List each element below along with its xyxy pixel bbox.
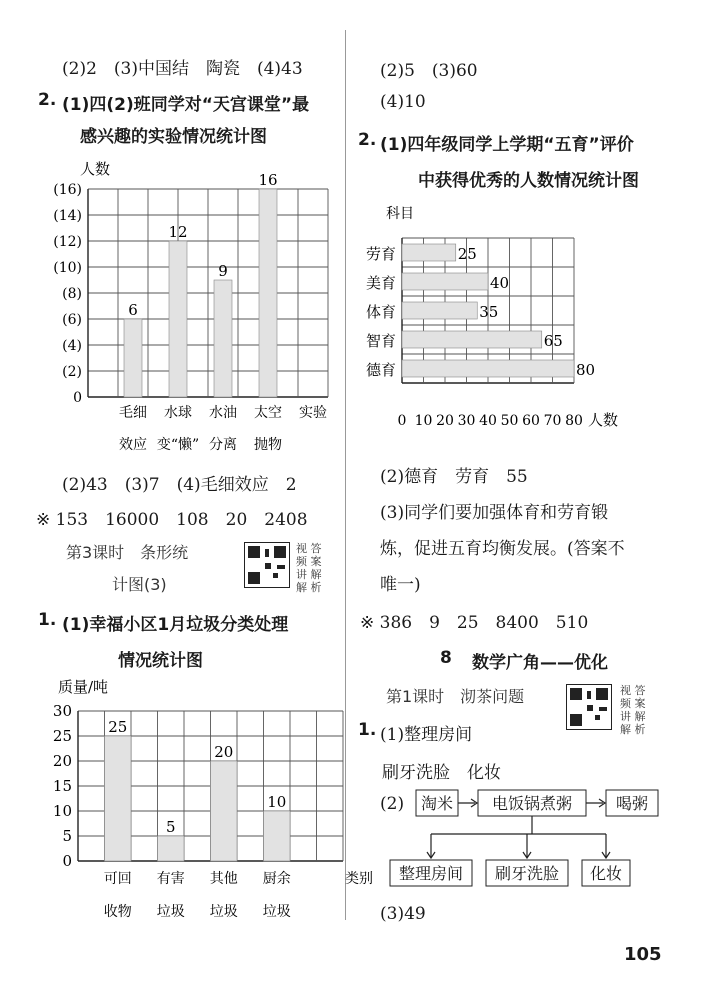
bar (158, 836, 185, 861)
x-tick-label: 毛细 (119, 405, 147, 421)
y-tick-label: (10) (53, 260, 82, 276)
x-tick-label: 20 (436, 413, 454, 429)
y-tick-label: 智育 (365, 332, 396, 350)
x-tick-label: 变“懒” (156, 437, 200, 453)
x-tick-label: 分离 (209, 437, 237, 453)
chart-title-line2: 情况统计图 (118, 651, 203, 671)
y-tick-label: 25 (52, 727, 72, 745)
y-tick-label: 劳育 (365, 245, 396, 263)
data-label: 25 (108, 718, 128, 736)
x-tick-label: 50 (500, 413, 519, 429)
y-tick-label: (4) (62, 338, 82, 354)
bar (105, 736, 132, 861)
answer-line: (3)49 (380, 904, 426, 924)
data-label: 80 (576, 361, 596, 379)
x-tick-label: 40 (479, 413, 497, 429)
chart-title-line1: (1)四(2)班同学对“天宫课堂”最 (62, 95, 310, 115)
answer-line: (2)2 (3)中国结 陶瓷 (4)43 (62, 59, 303, 79)
y-tick-label: (16) (53, 182, 82, 198)
bar (402, 244, 456, 261)
x-tick-label: 垃圾 (262, 904, 291, 920)
section-title: 数学广角——优化 (472, 653, 608, 673)
qr-caption: 视 答 频 案 讲 解 解 析 (296, 542, 322, 594)
lesson-title: 第3课时 条形统 (66, 543, 189, 562)
answer-line: (2)43 (3)7 (4)毛细效应 2 (62, 475, 297, 495)
answer-line: (2)5 (3)60 (380, 61, 478, 81)
data-label: 5 (165, 818, 176, 836)
x-tick-label: 抛物 (254, 437, 282, 453)
chart-title-line2: 中获得优秀的人数情况统计图 (418, 171, 639, 191)
y-tick-label: 30 (52, 702, 72, 720)
answer-line: 炼，促进五育均衡发展。(答案不 (380, 539, 625, 559)
question-number: 1. (358, 720, 377, 740)
data-label: 40 (490, 274, 510, 292)
x-tick-label: 厨余 (262, 871, 291, 887)
y-tick-label: (14) (53, 208, 82, 224)
bar (169, 241, 187, 397)
data-label: 25 (457, 245, 477, 263)
data-label: 20 (214, 743, 234, 761)
data-label: 10 (267, 793, 287, 811)
y-tick-label: 德育 (365, 361, 396, 379)
flow-label: 刷牙洗脸 (494, 864, 560, 883)
lesson-title: 第1课时 沏茶问题 (386, 687, 525, 706)
five-education-bar-chart (360, 198, 720, 448)
x-tick-label: 效应 (119, 437, 147, 453)
bar (211, 761, 238, 861)
experiment-bar-chart (30, 152, 350, 462)
answer-line: (3)同学们要加强体育和劳育锻 (380, 503, 609, 523)
x-tick-label: 收物 (103, 904, 132, 920)
chart-title-line1: (1)幸福小区1月垃圾分类处理 (62, 615, 289, 635)
x-axis-label: 人数 (588, 411, 619, 429)
question-number: 2. (38, 90, 57, 110)
bar (259, 189, 277, 397)
x-tick-label: 70 (543, 413, 562, 429)
y-tick-label: 体育 (365, 303, 396, 321)
flow-label: 化妆 (589, 864, 623, 883)
flow-label: 喝粥 (615, 794, 649, 813)
x-tick-label: 垃圾 (209, 904, 238, 920)
extra-practice: ※ 153 16000 108 20 2408 (36, 510, 308, 530)
y-tick-label: (8) (62, 286, 82, 302)
x-tick-label: 太空 (254, 405, 282, 421)
flow-label: 淘米 (420, 794, 454, 813)
bar (402, 273, 488, 290)
data-label: 12 (168, 223, 188, 241)
x-tick-label: 水球 (164, 405, 192, 421)
answer-line: 唯一) (380, 575, 421, 595)
x-tick-label: 实验 (299, 405, 327, 421)
bar (402, 360, 574, 377)
flow-label: 电饭锅煮粥 (491, 794, 573, 813)
x-tick-label: 10 (414, 413, 433, 429)
bar (402, 302, 477, 319)
page-number: 105 (624, 944, 662, 965)
answer-line: (1)整理房间 (380, 725, 473, 745)
data-label: 6 (128, 301, 138, 319)
flow-label: 整理房间 (398, 864, 464, 883)
data-label: 35 (479, 303, 499, 321)
x-tick-label: 30 (457, 413, 476, 429)
bar (124, 319, 142, 397)
chart-title-line2: 感兴趣的实验情况统计图 (80, 127, 267, 147)
garbage-bar-chart (30, 672, 373, 932)
y-axis-label: 人数 (80, 160, 111, 178)
question-number: 1. (38, 610, 57, 630)
question-number: 2. (358, 130, 377, 150)
data-label: 9 (218, 262, 228, 280)
x-tick-label: 可回 (103, 871, 132, 887)
answer-line: (4)10 (380, 92, 426, 112)
answer-line: 刷牙洗脸 化妆 (382, 763, 501, 783)
x-axis-label: 类别 (345, 871, 373, 887)
y-tick-label: 美育 (365, 274, 396, 292)
y-tick-label: (12) (53, 234, 82, 250)
bar (264, 811, 291, 861)
y-tick-label: (2) (62, 364, 82, 380)
x-tick-label: 垃圾 (156, 904, 185, 920)
chart-title: 科目 (386, 206, 414, 222)
y-tick-label: (6) (62, 312, 82, 328)
y-tick-label: 15 (52, 777, 72, 795)
y-tick-label: 20 (52, 752, 72, 770)
section-number: 8 (440, 648, 452, 668)
answer-line: (2)德育 劳育 55 (380, 467, 528, 487)
x-tick-label: 有害 (156, 871, 185, 887)
x-tick-label: 60 (522, 413, 540, 429)
qr-caption: 视 答 频 案 讲 解 解 析 (620, 684, 646, 736)
y-tick-label: 10 (52, 802, 72, 820)
flow-diagram (380, 784, 680, 894)
x-tick-label: 其他 (209, 871, 238, 887)
answer-label: (2) (380, 794, 405, 814)
extra-practice: ※ 386 9 25 8400 510 (360, 613, 589, 633)
qr-code-icon[interactable] (244, 542, 290, 588)
chart-title-line1: (1)四年级同学上学期“五育”评价 (380, 135, 634, 155)
x-tick-label: 水油 (209, 405, 237, 421)
lesson-title: 计图(3) (112, 575, 167, 594)
y-tick-label: 0 (62, 852, 72, 870)
qr-code-icon[interactable] (566, 684, 612, 730)
bar (402, 331, 542, 348)
y-tick-label: 5 (62, 827, 72, 845)
x-tick-label: 80 (565, 413, 583, 429)
bar (214, 280, 232, 397)
data-label: 16 (258, 171, 278, 189)
x-tick-label: 0 (397, 413, 407, 429)
y-tick-label: 0 (73, 390, 82, 406)
data-label: 65 (543, 332, 563, 350)
y-axis-label: 质量/吨 (58, 678, 109, 696)
